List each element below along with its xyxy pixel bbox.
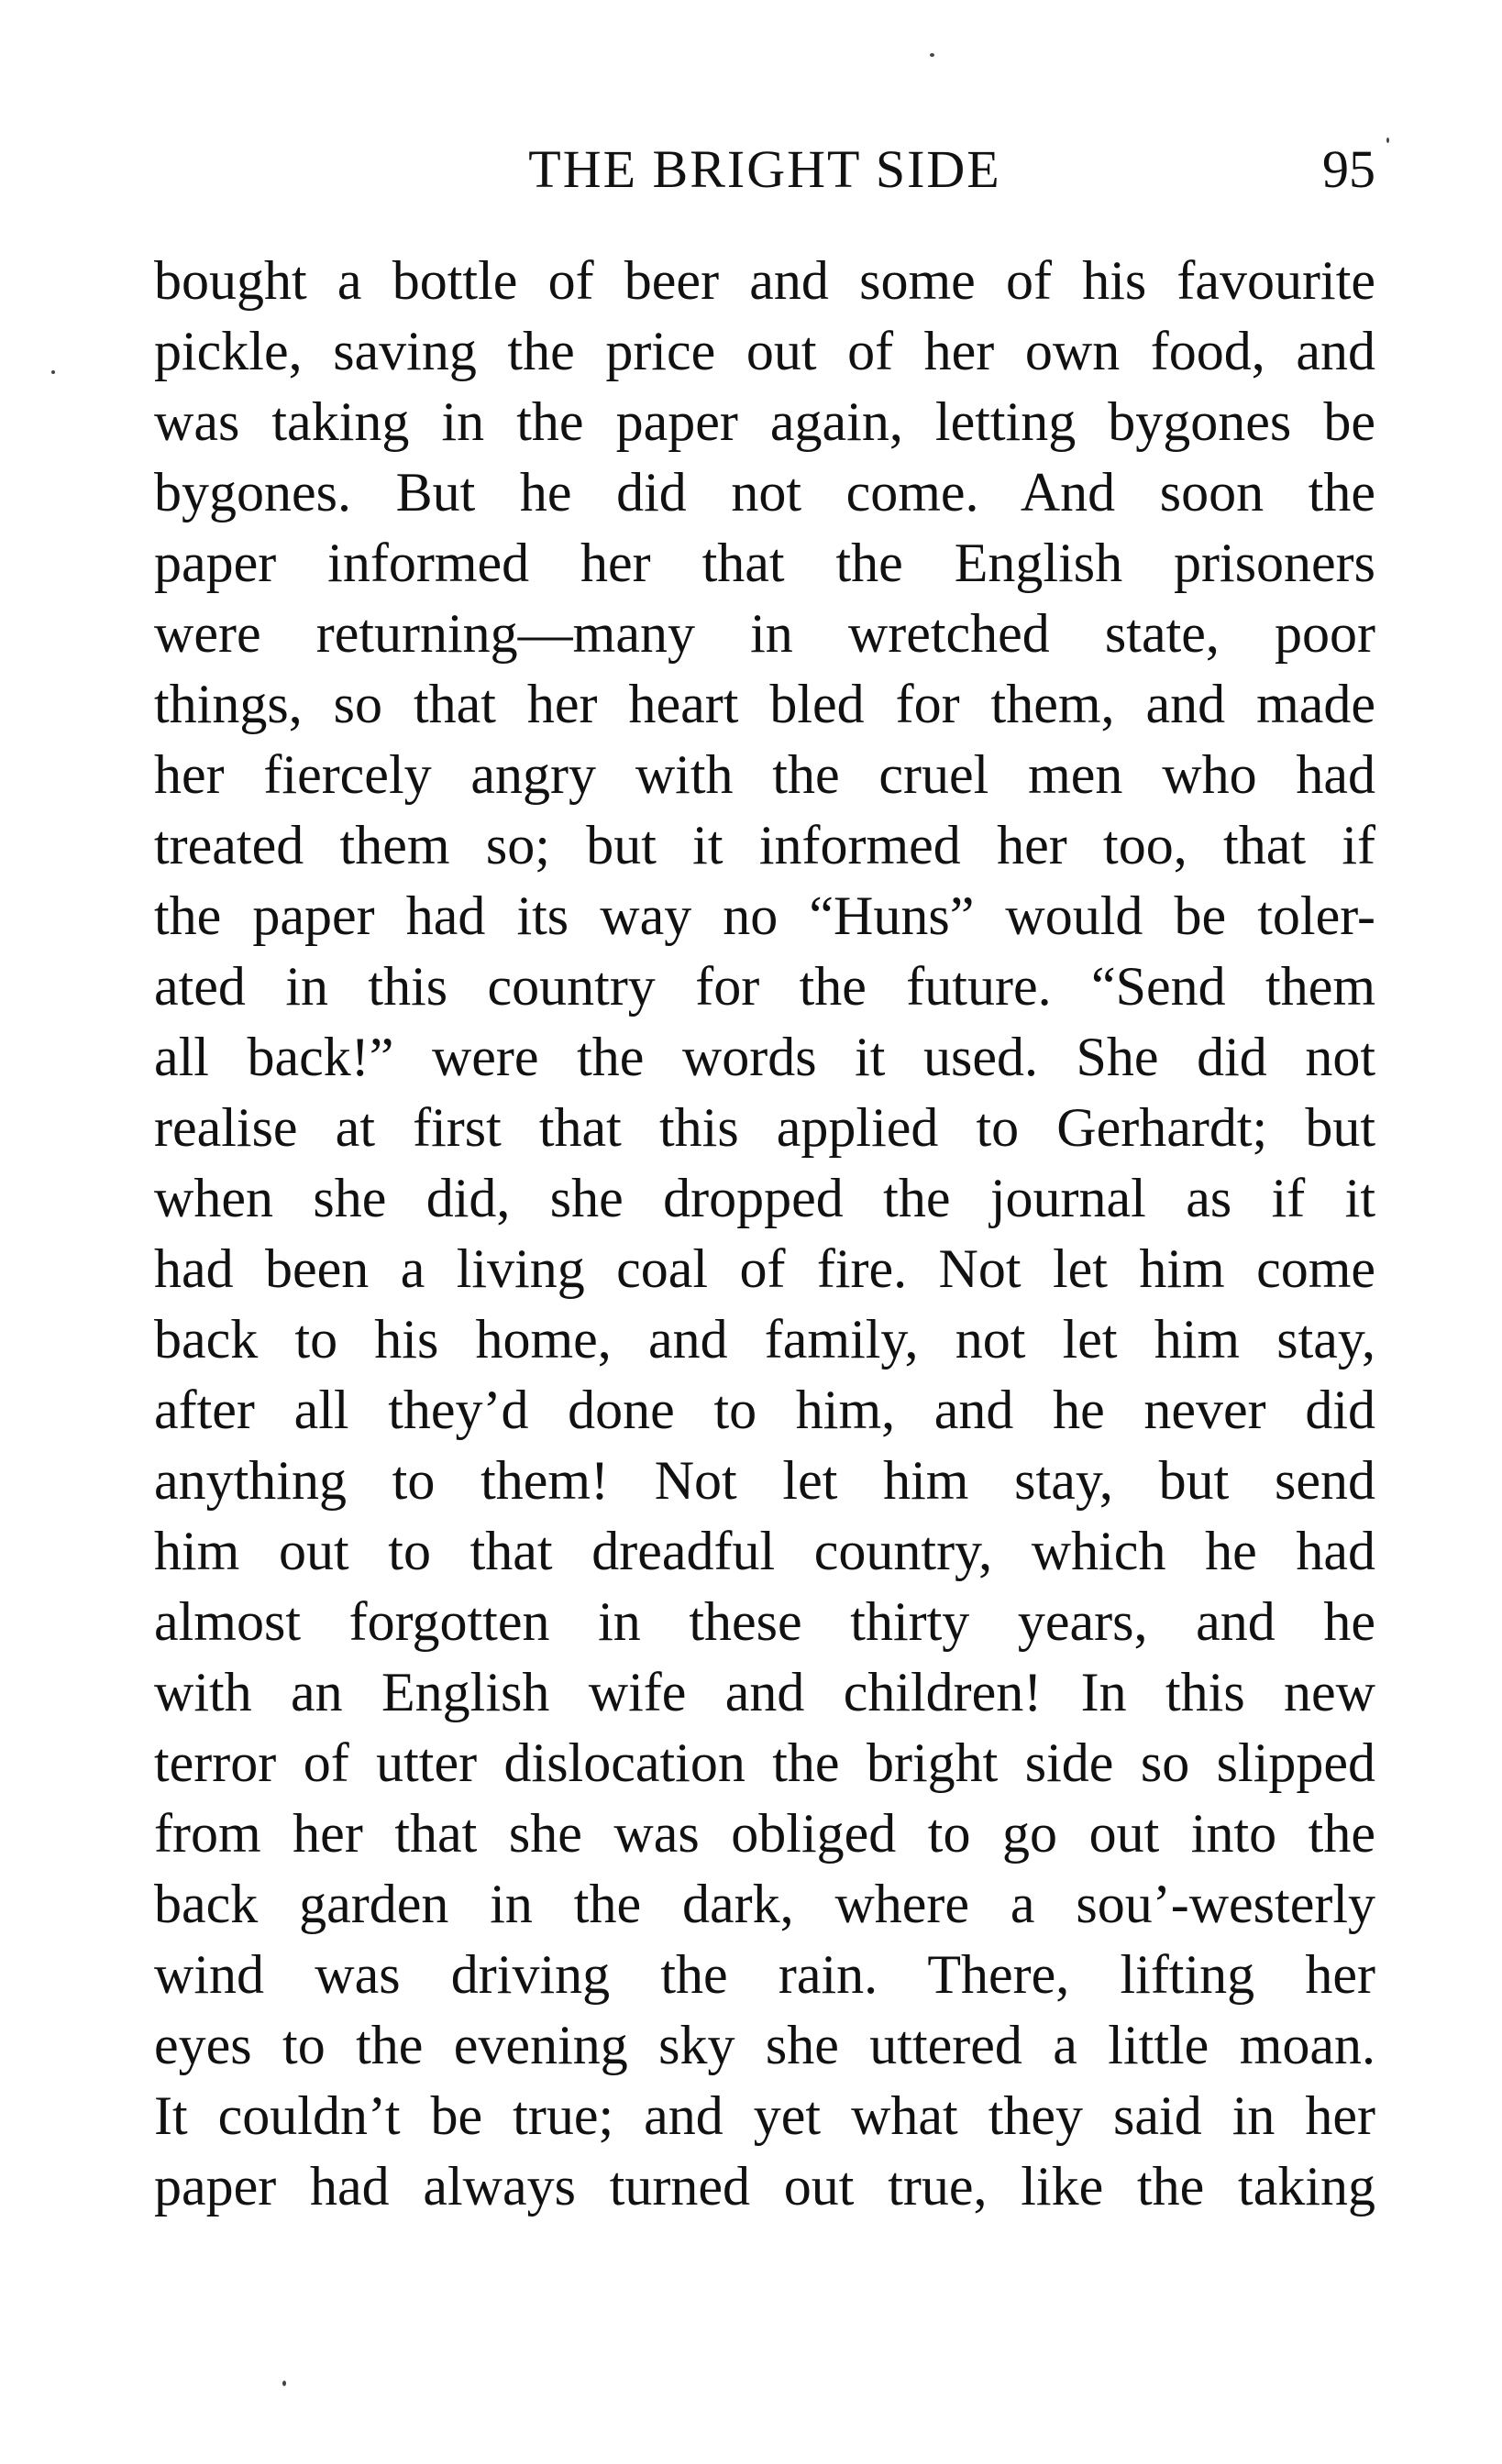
paper-speck — [282, 2381, 286, 2386]
paper-speck — [51, 370, 55, 374]
text-line: pickle, saving the price out of her own food, and — [154, 321, 1375, 381]
text-line: anything to them! Not let him stay, but send — [154, 1450, 1375, 1511]
page-number: 95 — [1322, 139, 1375, 199]
text-line: almost forgotten in these thirty years, and he — [154, 1591, 1375, 1652]
text-line: terror of utter dislocation the bright side so slipped — [154, 1732, 1375, 1793]
text-line: had been a living coal of fire. Not let him come — [154, 1238, 1375, 1299]
running-head — [154, 133, 1375, 206]
text-line: back garden in the dark, where a sou’-westerly — [154, 1874, 1375, 1934]
text-line: realise at first that this applied to Gerhardt; but — [154, 1097, 1375, 1158]
text-line: It couldn’t be true; and yet what they said in her — [154, 2085, 1375, 2146]
text-line: the paper had its way no “Huns” would be toler- — [154, 886, 1375, 946]
text-line: treated them so; but it informed her too, that if — [154, 815, 1375, 875]
text-line: after all they’d done to him, and he never did — [154, 1380, 1375, 1440]
text-line: were returning—many in wretched state, poor — [154, 603, 1375, 664]
text-line: paper informed her that the English prisoners — [154, 533, 1375, 593]
text-line: from her that she was obliged to go out into the — [154, 1803, 1375, 1864]
paper-speck — [930, 53, 934, 57]
text-line: eyes to the evening sky she uttered a little moan. — [154, 2015, 1375, 2075]
text-line: him out to that dreadful country, which he had — [154, 1521, 1375, 1581]
text-line: things, so that her heart bled for them, and made — [154, 674, 1375, 734]
text-line: back to his home, and family, not let him stay, — [154, 1309, 1375, 1370]
running-title: THE BRIGHT SIDE — [528, 139, 1001, 199]
text-line: was taking in the paper again, letting bygones be — [154, 391, 1375, 452]
text-line: her fiercely angry with the cruel men who had — [154, 744, 1375, 805]
text-line: wind was driving the rain. There, lifting her — [154, 1944, 1375, 2005]
text-line: all back!” were the words it used. She did not — [154, 1027, 1375, 1087]
paper-speck — [1386, 138, 1389, 143]
text-line: ated in this country for the future. “Send them — [154, 956, 1375, 1017]
text-line: bought a bottle of beer and some of his favourite — [154, 250, 1375, 311]
text-line: bygones. But he did not come. And soon the — [154, 462, 1375, 522]
body-text — [154, 246, 1375, 2222]
text-line: when she did, she dropped the journal as if it — [154, 1168, 1375, 1228]
text-line: with an English wife and children! In this new — [154, 1662, 1375, 1722]
text-line: paper had always turned out true, like the taking — [154, 2156, 1375, 2216]
